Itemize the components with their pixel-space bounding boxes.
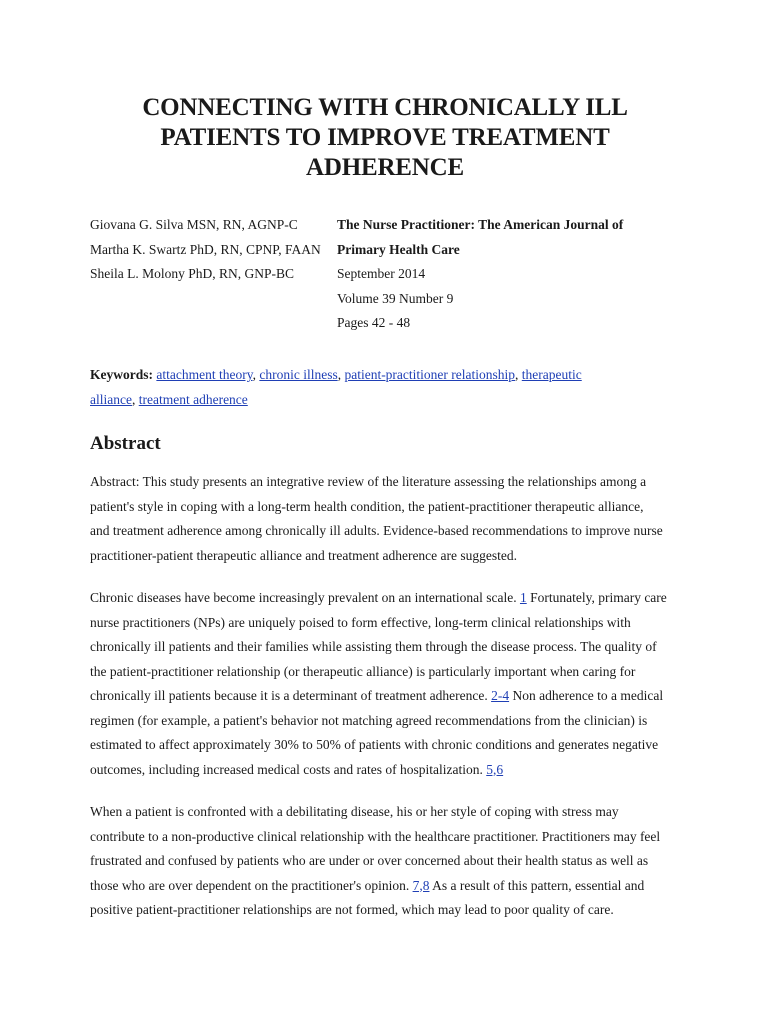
body-paragraph-2: [90, 800, 690, 923]
text-segment: As a result of this pattern, essential and: [429, 877, 645, 893]
keyword-link-therapeutic-alliance-cont[interactable]: alliance: [90, 392, 132, 407]
text-segment: outcomes, including increased medical costs and rates of hospitalization.: [90, 761, 487, 777]
text-line: positive patient-practitioner relationships are not formed, which may lead to poor quality of care.: [90, 902, 614, 917]
keyword-separator: ,: [515, 367, 522, 382]
text-line: and treatment adherence among chronically ill adults. Evidence-based recommendations to improve nurse: [90, 523, 663, 538]
abstract-paragraph: [90, 470, 690, 568]
keywords-line: [90, 387, 690, 412]
volume-number: Volume 39 Number 9: [337, 290, 454, 306]
text-line: regimen (for example, a patient's behavior not matching agreed recommendations from the clinician) is: [90, 712, 648, 728]
author: Giovana G. Silva MSN, RN, AGNP-C: [90, 217, 298, 232]
citation-link-5-6[interactable]: 5,6: [486, 761, 504, 777]
text-line: patient's style in coping with a long-term health condition, the patient-practitioner therapeutic alliance,: [90, 498, 644, 514]
text-line: Abstract: This study presents an integrative review of the literature assessing the relationships among a: [90, 474, 647, 489]
keyword-link-chronic-illness[interactable]: chronic illness: [259, 367, 338, 382]
text-line: When a patient is confronted with a debilitating disease, his or her style of coping with stress may: [90, 804, 619, 819]
text-segment: Chronic diseases have become increasingly prevalent on an international scale.: [90, 590, 520, 605]
journal-name-continued: Primary Health Care: [337, 241, 460, 257]
keyword-link-therapeutic-alliance[interactable]: therapeutic: [521, 367, 582, 382]
title-line: CONNECTING WITH CHRONICALLY ILL: [142, 94, 628, 121]
text-line: estimated to affect approximately 30% to 50% of patients with chronic conditions and generates negative: [90, 737, 659, 752]
keyword-link-attachment-theory[interactable]: attachment theory: [156, 367, 253, 382]
text-segment: those who are over dependent on the practitioner's opinion.: [90, 877, 413, 893]
text-line: [90, 874, 690, 899]
text-line: [90, 758, 690, 783]
text-line: [90, 684, 690, 709]
text-line: the patient-practitioner relationship (or therapeutic alliance) is particularly important when caring for: [90, 663, 636, 679]
keyword-separator: ,: [337, 367, 345, 382]
journal-info: [337, 213, 623, 336]
keywords-label: Keywords:: [90, 367, 153, 382]
abstract-heading: Abstract: [90, 433, 161, 454]
publication-date: September 2014: [337, 266, 426, 282]
keyword-separator: ,: [131, 392, 139, 407]
text-line: practitioner-patient therapeutic alliance and treatment adherence are suggested.: [90, 547, 518, 563]
keywords-section: [90, 362, 690, 412]
citation-link-2-4[interactable]: 2-4: [491, 688, 510, 703]
text-segment: Non adherence to a medical: [509, 688, 664, 703]
page-range: Pages 42 - 48: [337, 315, 411, 331]
title-line: ADHERENCE: [306, 154, 464, 181]
article-title: [90, 93, 680, 183]
text-line: nurse practitioners (NPs) are uniquely poised to form effective, long-term clinical relationships with: [90, 614, 631, 630]
citation-link-1[interactable]: 1: [519, 590, 527, 605]
keywords-line: [90, 362, 690, 387]
body-paragraph-1: [90, 586, 690, 782]
author: Sheila L. Molony PhD, RN, GNP-BC: [90, 266, 295, 282]
text-line: frustrated and confused by patients who are under or over concerned about their health status as well as: [90, 853, 649, 868]
text-segment: Fortunately, primary care: [526, 590, 667, 605]
author-list: [90, 213, 321, 287]
text-segment: chronically ill patients because it is a determinant of treatment adherence.: [90, 688, 492, 703]
author: Martha K. Swartz PhD, RN, CPNP, FAAN: [90, 241, 321, 257]
journal-name: The Nurse Practitioner: The American Journal of: [337, 217, 624, 232]
keyword-link-treatment-adherence[interactable]: treatment adherence: [138, 392, 248, 407]
title-line: PATIENTS TO IMPROVE TREATMENT: [160, 124, 610, 151]
keyword-link-patient-practitioner-relationship[interactable]: patient-practitioner relationship: [344, 367, 516, 382]
text-line: [90, 586, 690, 611]
keyword-separator: ,: [252, 367, 260, 382]
text-line: chronically ill patients and their families while assisting them through the disease process. The quality of: [90, 639, 657, 654]
citation-link-7-8[interactable]: 7,8: [412, 877, 430, 893]
text-line: contribute to a non-productive clinical relationship with the healthcare practitioner. Practitioners may feel: [90, 828, 661, 844]
